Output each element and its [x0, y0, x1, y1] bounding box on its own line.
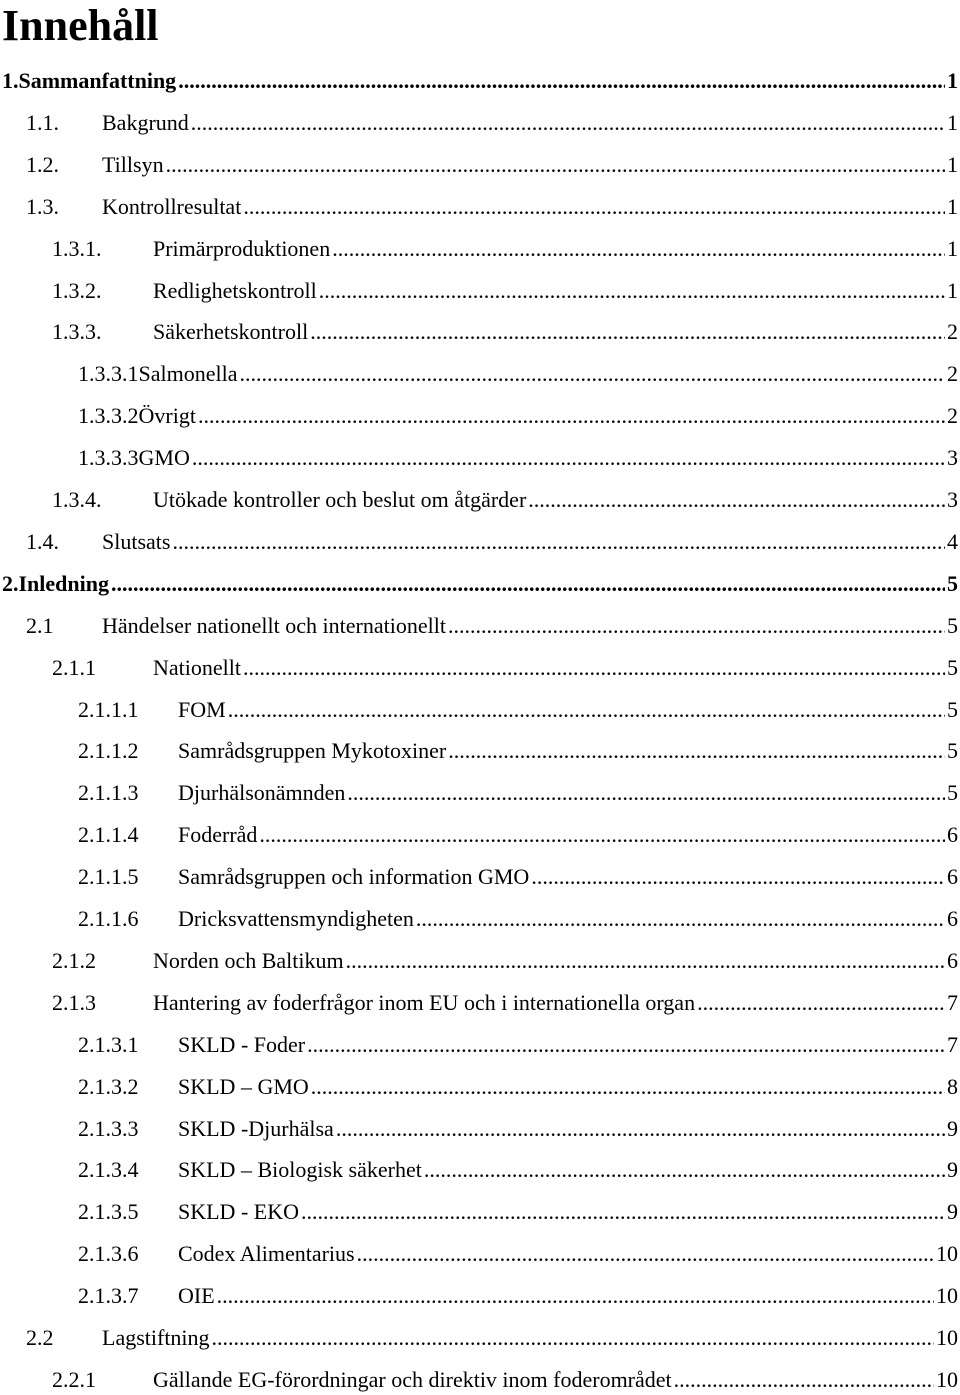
toc-entry-page-number: 5: [947, 571, 958, 596]
toc-entry-number: 2.1.1.5: [78, 864, 139, 889]
dot-leader: [674, 1365, 934, 1395]
toc-entry-label: SKLD -Djurhälsa: [178, 1116, 334, 1141]
toc-entry-page-number: 1: [947, 68, 958, 93]
toc-entry-page-number: 5: [947, 738, 958, 763]
toc-entry-page-number: 1: [947, 194, 958, 219]
toc-entry-page-number: 9: [947, 1157, 958, 1182]
toc-entry-number: 2.1.3: [52, 990, 96, 1015]
toc-entry-label: OIE: [178, 1283, 215, 1308]
toc-entry[interactable]: [78, 401, 958, 431]
toc-entry-label: SKLD - EKO: [178, 1199, 299, 1224]
toc-entry-label: SKLD – Biologisk säkerhet: [178, 1157, 422, 1182]
dot-leader: [448, 736, 945, 766]
dot-leader: [307, 1030, 945, 1060]
toc-entry-page-number: 6: [947, 864, 958, 889]
toc-entry[interactable]: [78, 359, 958, 389]
toc-entry-page-number: 5: [947, 655, 958, 680]
dot-leader: [332, 234, 945, 264]
toc-entry-number: 2.1.1.3: [78, 780, 139, 805]
dot-leader: [172, 527, 945, 557]
toc-entry[interactable]: [52, 988, 958, 1018]
toc-entry-label: Hantering av foderfrågor inom EU och i internationella organ: [153, 990, 696, 1015]
toc-entry-page-number: 6: [947, 822, 958, 847]
dot-leader: [347, 778, 945, 808]
toc-entry[interactable]: [78, 736, 958, 766]
toc-entry-page-number: 8: [947, 1074, 958, 1099]
dot-leader: [239, 359, 945, 389]
toc-entry-page-number: 2: [947, 361, 958, 386]
toc-entry-label: Foderråd: [178, 822, 258, 847]
dot-leader: [528, 485, 945, 515]
toc-entry[interactable]: [26, 1323, 958, 1353]
toc-entry-label: Sammanfattning: [18, 68, 177, 93]
dot-leader: [336, 1114, 945, 1144]
dot-leader: [212, 1323, 934, 1353]
toc-entry-number: 1.3.4.: [52, 487, 102, 512]
toc-entry-label: Säkerhetskontroll: [153, 319, 309, 344]
toc-entry-page-number: 6: [947, 906, 958, 931]
toc-entry-page-number: 2: [947, 403, 958, 428]
toc-entry-page-number: 10: [936, 1241, 958, 1266]
toc-entry-label: Norden och Baltikum: [153, 948, 344, 973]
toc-entry[interactable]: [52, 234, 958, 264]
toc-entry-number: 2.1.1.4: [78, 822, 139, 847]
toc-entry-page-number: 10: [936, 1325, 958, 1350]
dot-leader: [198, 401, 945, 431]
toc-entry-label: Övrigt: [138, 403, 196, 428]
dot-leader: [424, 1155, 945, 1185]
toc-entry-label: Kontrollresultat: [102, 194, 242, 219]
dot-leader: [243, 653, 945, 683]
toc-entry-page-number: 6: [947, 948, 958, 973]
dot-leader: [243, 192, 945, 222]
toc-entry-page-number: 10: [936, 1283, 958, 1308]
toc-entry[interactable]: [78, 1030, 958, 1060]
toc-entry-label: Bakgrund: [102, 110, 189, 135]
dot-leader: [111, 569, 945, 599]
toc-entry-page-number: 7: [947, 1032, 958, 1057]
toc-entry[interactable]: [52, 653, 958, 683]
toc-entry-number: 2.1.1.2: [78, 738, 139, 763]
toc-entry[interactable]: [26, 150, 958, 180]
toc-entry-page-number: 3: [947, 445, 958, 470]
toc-entry[interactable]: [78, 1072, 958, 1102]
toc-entry[interactable]: [26, 192, 958, 222]
toc-entry[interactable]: [78, 1114, 958, 1144]
dot-leader: [531, 862, 945, 892]
toc-entry-label: Lagstiftning: [102, 1325, 210, 1350]
toc-entry-number: 1.3.1.: [52, 236, 102, 261]
toc-entry[interactable]: [78, 778, 958, 808]
toc-entry-label: SKLD – GMO: [178, 1074, 309, 1099]
toc-entry-page-number: 9: [947, 1116, 958, 1141]
toc-entry-label: Utökade kontroller och beslut om åtgärder: [153, 487, 527, 512]
toc-entry-label: Samrådsgruppen och information GMO: [178, 864, 530, 889]
toc-entry[interactable]: [78, 695, 958, 725]
toc-entry-number: 1.3.2.: [52, 278, 102, 303]
toc-entry-number: 2.1.1: [52, 655, 96, 680]
dot-leader: [301, 1197, 945, 1227]
toc-entry[interactable]: [2, 569, 958, 599]
toc-entry-number: 1.3.3.2: [78, 403, 139, 428]
toc-entry-page-number: 4: [947, 529, 958, 554]
toc-entry[interactable]: [52, 276, 958, 306]
toc-entry-label: FOM: [178, 697, 226, 722]
toc-entry-page-number: 5: [947, 697, 958, 722]
toc-entry[interactable]: [78, 1155, 958, 1185]
dot-leader: [697, 988, 945, 1018]
toc-entry-number: 2.1.1.6: [78, 906, 139, 931]
toc-entry-page-number: 1: [947, 278, 958, 303]
toc-entry-number: 1.4.: [26, 529, 59, 554]
toc-entry[interactable]: [26, 527, 958, 557]
toc-entry-number: 2.1.3.1: [78, 1032, 139, 1057]
toc-entry-label: Salmonella: [138, 361, 238, 386]
page-title: Innehåll: [2, 1, 159, 50]
toc-entry-number: 2.1.3.2: [78, 1074, 139, 1099]
dot-leader: [319, 276, 945, 306]
toc-entry-page-number: 3: [947, 487, 958, 512]
toc-entry-number: 2.1.3.7: [78, 1283, 139, 1308]
toc-entry-label: SKLD - Foder: [178, 1032, 306, 1057]
toc-entry-label: Tillsyn: [102, 152, 164, 177]
toc-entry-number: 1.3.3.1: [78, 361, 139, 386]
toc-entry-number: 2.1.3.5: [78, 1199, 139, 1224]
toc-entry-label: Nationellt: [153, 655, 241, 680]
toc-entry[interactable]: [26, 611, 958, 641]
toc-entry[interactable]: [78, 1281, 958, 1311]
toc-entry-number: 2.2: [26, 1325, 54, 1350]
toc-entry-number: 1.1.: [26, 110, 59, 135]
toc-entry-number: 2.1.3.6: [78, 1241, 139, 1266]
toc-entry-label: Djurhälsonämnden: [178, 780, 346, 805]
toc-entry-number: 2.1.1.1: [78, 697, 139, 722]
toc-entry-page-number: 10: [936, 1367, 958, 1392]
toc-entry[interactable]: [78, 1239, 958, 1269]
dot-leader: [311, 1072, 945, 1102]
toc-entry-label: GMO: [138, 445, 190, 470]
toc-entry-label: Händelser nationellt och internationellt: [102, 613, 446, 638]
toc-entry-label: Dricksvattensmyndigheten: [178, 906, 414, 931]
toc-entry[interactable]: [78, 820, 958, 850]
toc-entry-label: Primärproduktionen: [153, 236, 331, 261]
dot-leader: [228, 695, 945, 725]
dot-leader: [416, 904, 945, 934]
toc-entry[interactable]: [52, 1365, 958, 1395]
dot-leader: [448, 611, 945, 641]
toc-entry-page-number: 1: [947, 152, 958, 177]
toc-entry-number: 1.: [2, 68, 19, 93]
dot-leader: [259, 820, 945, 850]
toc-entry-label: Slutsats: [102, 529, 171, 554]
toc-entry-number: 1.3.3.: [52, 319, 102, 344]
toc-entry[interactable]: [2, 66, 958, 96]
toc-entry-label: Codex Alimentarius: [178, 1241, 355, 1266]
dot-leader: [192, 443, 945, 473]
toc-entry[interactable]: [78, 904, 958, 934]
toc-entry-page-number: 9: [947, 1199, 958, 1224]
toc-entry-number: 1.3.3.3: [78, 445, 139, 470]
dot-leader: [357, 1239, 934, 1269]
dot-leader: [178, 66, 945, 96]
toc-entry-page-number: 5: [947, 613, 958, 638]
toc-entry-page-number: 7: [947, 990, 958, 1015]
toc-entry-number: 1.2.: [26, 152, 59, 177]
toc-entry-label: Inledning: [18, 571, 109, 596]
toc-entry-number: 2.1.3.4: [78, 1157, 139, 1182]
toc-entry[interactable]: [52, 485, 958, 515]
dot-leader: [217, 1281, 934, 1311]
toc-entry-number: 2.: [2, 571, 19, 596]
toc-entry-label: Samrådsgruppen Mykotoxiner: [178, 738, 447, 763]
toc-entry-page-number: 1: [947, 236, 958, 261]
toc-entry[interactable]: [78, 862, 958, 892]
dot-leader: [346, 946, 945, 976]
toc-entry[interactable]: [78, 1197, 958, 1227]
toc-entry-number: 1.3.: [26, 194, 59, 219]
toc-entry-number: 2.1.2: [52, 948, 96, 973]
toc-entry-number: 2.2.1: [52, 1367, 96, 1392]
dot-leader: [191, 108, 945, 138]
toc-entry[interactable]: [78, 443, 958, 473]
toc-entry-label: Redlighetskontroll: [153, 278, 317, 303]
toc-entry-page-number: 2: [947, 319, 958, 344]
toc-entry[interactable]: [52, 946, 958, 976]
dot-leader: [310, 317, 945, 347]
toc-entry[interactable]: [26, 108, 958, 138]
toc-entry-number: 2.1: [26, 613, 54, 638]
toc-entry-number: 2.1.3.3: [78, 1116, 139, 1141]
dot-leader: [166, 150, 945, 180]
toc-entry[interactable]: [52, 317, 958, 347]
toc-entry-page-number: 5: [947, 780, 958, 805]
toc-entry-label: Gällande EG-förordningar och direktiv inom foderområdet: [153, 1367, 672, 1392]
toc-entry-page-number: 1: [947, 110, 958, 135]
